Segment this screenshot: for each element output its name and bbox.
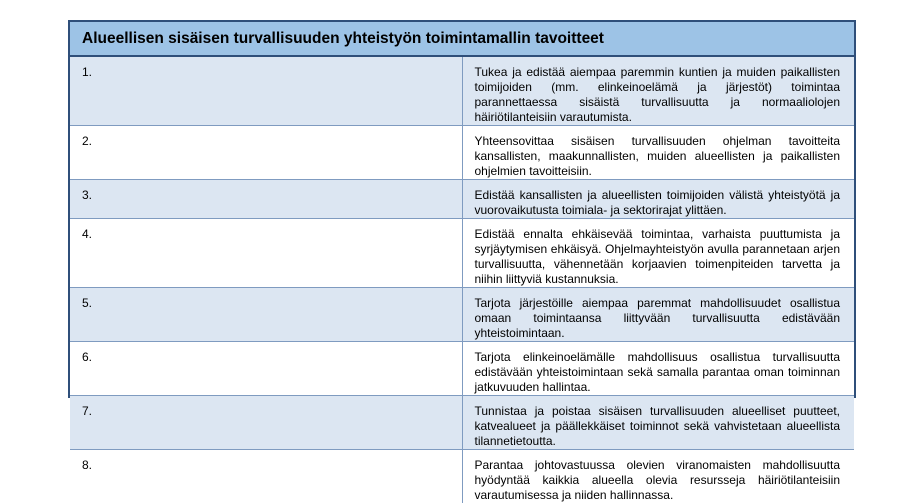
table-row (70, 219, 854, 288)
row-number: 3. (70, 180, 462, 219)
row-text: Parantaa johtovastuussa olevien viranomaisten mahdollisuutta hyödyntää kaikkia alueella olevia resursseja häiriötilanteisiin varautumisessa ja niiden hallinnassa. (462, 450, 854, 503)
row-number: 6. (70, 342, 462, 396)
objectives-table (70, 22, 854, 503)
row-text: Tarjota elinkeinoelämälle mahdollisuus osallistua turvallisuutta edistävään yhteistoimintaan sekä samalla parantaa oman toiminnan jatkuvuuden hallintaa. (462, 342, 854, 396)
row-text: Tunnistaa ja poistaa sisäisen turvallisuuden alueelliset puutteet, katvealueet ja päällekkäiset toiminnot sekä vahvistetaan alueellista tilannetietoutta. (462, 396, 854, 450)
row-text: Tukea ja edistää aiempaa paremmin kuntien ja muiden paikallisten toimijoiden (mm. elinkeinoelämä ja järjestöt) toimintaa parannettaessa sisäistä turvallisuutta ja normaaliolojen häiriötilanteisiin varautumista. (462, 56, 854, 126)
row-number: 1. (70, 56, 462, 126)
table-row (70, 126, 854, 180)
table-header-row (70, 22, 854, 56)
row-number: 4. (70, 219, 462, 288)
table-row (70, 56, 854, 126)
row-text: Tarjota järjestöille aiempaa paremmat mahdollisuudet osallistua omaan toimintaansa liittyvään turvallisuutta edistävään yhteistoimintaan. (462, 288, 854, 342)
row-text: Yhteensovittaa sisäisen turvallisuuden ohjelman tavoitteita kansallisten, maakunnallisten, muiden alueellisten ja paikallisten ohjelmien tavoitteisiin. (462, 126, 854, 180)
row-number: 5. (70, 288, 462, 342)
table-row (70, 396, 854, 450)
row-number: 2. (70, 126, 462, 180)
objectives-table-frame (68, 20, 856, 398)
row-number: 8. (70, 450, 462, 503)
table-row (70, 180, 854, 219)
table-title: Alueellisen sisäisen turvallisuuden yhteistyön toimintamallin tavoitteet (70, 22, 854, 56)
table-row (70, 342, 854, 396)
table-row (70, 288, 854, 342)
row-text: Edistää kansallisten ja alueellisten toimijoiden välistä yhteistyötä ja vuorovaikutusta toimiala- ja sektorirajat ylittäen. (462, 180, 854, 219)
row-number: 7. (70, 396, 462, 450)
row-text: Edistää ennalta ehkäisevää toimintaa, varhaista puuttumista ja syrjäytymisen ehkäisyä. Ohjelmayhteistyön avulla parannetaan arjen turvallisuutta, vähennetään korjaavien toimenpiteiden tarvetta ja niihin liittyviä kustannuksia. (462, 219, 854, 288)
table-row (70, 450, 854, 503)
